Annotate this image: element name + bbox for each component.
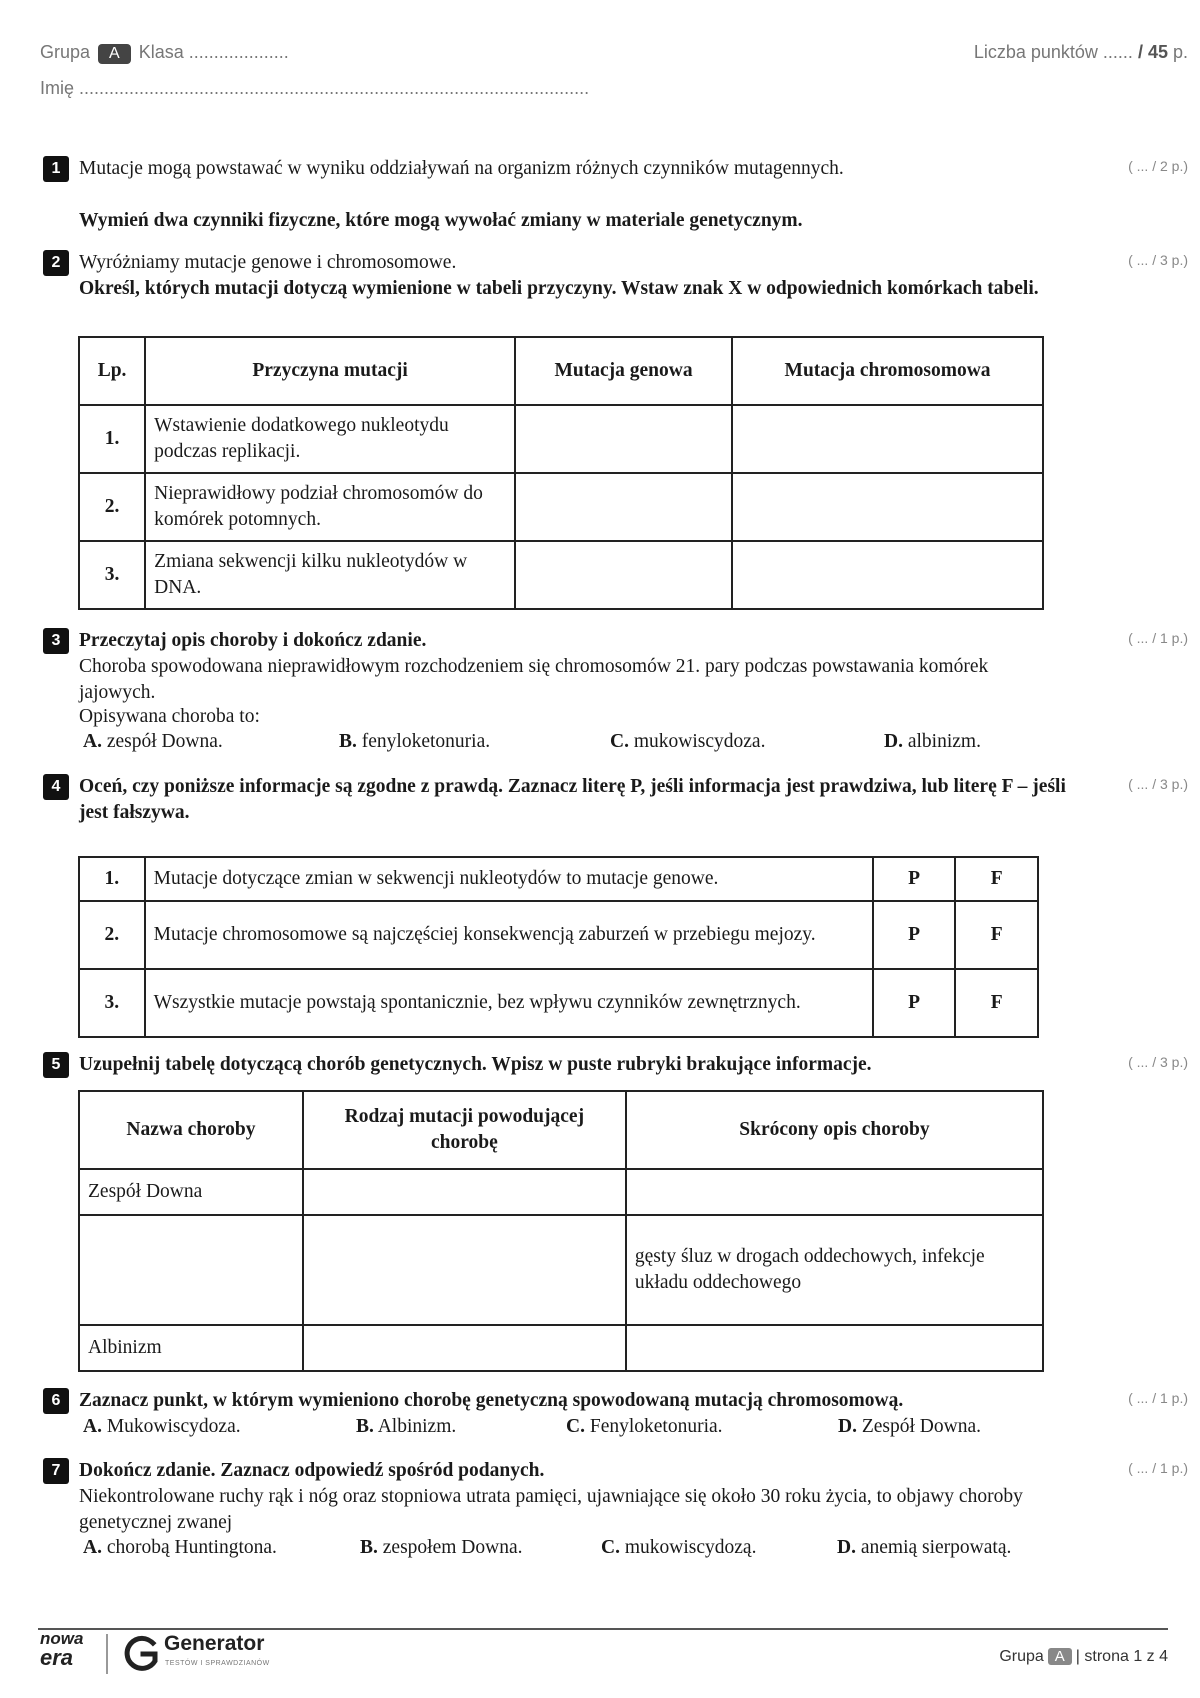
q2-task xyxy=(79,276,1039,302)
generator-subtitle: TESTÓW I SPRAWDZIANÓW xyxy=(165,1660,270,1667)
q2-row2-lp: 2. xyxy=(79,473,145,541)
q2-row1-gene-cell[interactable] xyxy=(515,405,732,473)
header-name-row xyxy=(40,78,589,99)
q3-task xyxy=(79,628,1069,654)
q5-table xyxy=(78,1090,1044,1372)
q4-row1-f[interactable]: F xyxy=(955,857,1038,901)
logo-nowa: nowa xyxy=(40,1629,84,1648)
q5-row1-name: Zespół Downa xyxy=(79,1169,303,1215)
q6-task xyxy=(79,1388,1069,1414)
q7-task xyxy=(79,1458,1069,1484)
q5-task xyxy=(79,1052,1069,1078)
option-letter: A. xyxy=(83,731,102,752)
q4-row3-f[interactable]: F xyxy=(955,969,1038,1037)
q2-intro: Wyróżniamy mutacje genowe i chromosomowe. xyxy=(79,252,457,273)
q4-row2-text: Mutacje chromosomowe są najczęściej konsekwencją zaburzeń w przebiegu mejozy. xyxy=(145,901,873,969)
option-letter: B. xyxy=(360,1537,378,1558)
generator-g-icon xyxy=(122,1634,160,1674)
option-letter: B. xyxy=(339,731,357,752)
option-letter: B. xyxy=(356,1416,374,1437)
table-row xyxy=(79,901,1038,969)
q2-row1-chromosome-cell[interactable] xyxy=(732,405,1043,473)
generator-logo xyxy=(122,1634,160,1679)
q4-row1-p[interactable]: P xyxy=(873,857,956,901)
q4-row2-p[interactable]: P xyxy=(873,901,956,969)
q3-prompt: Opisywana choroba to: xyxy=(79,706,260,727)
question-number-5: 5 xyxy=(43,1052,69,1078)
q4-task-text: Oceń, czy poniższe informacje są zgodne z prawdą. Zaznacz literę P, jeśli informacja jest prawdziwa, lub literę F – jeśli jest fałszywa. xyxy=(79,776,1066,823)
option-text: fenyloketonuria. xyxy=(361,731,491,752)
q3-option-b[interactable] xyxy=(339,729,490,755)
q5-row2-name-cell[interactable] xyxy=(79,1215,303,1325)
q5-row3-type-cell[interactable] xyxy=(303,1325,626,1371)
table-row xyxy=(79,541,1043,609)
points-total: / 45 xyxy=(1137,42,1168,62)
option-letter: A. xyxy=(83,1537,102,1558)
generator-title: Generator xyxy=(164,1632,265,1655)
q4-row2-f[interactable]: F xyxy=(955,901,1038,969)
question-points-5: ( ... / 3 p.) xyxy=(1128,1054,1188,1070)
q3-option-d[interactable] xyxy=(884,729,981,755)
q7-option-c[interactable] xyxy=(601,1535,756,1561)
option-letter: D. xyxy=(837,1537,856,1558)
option-letter: C. xyxy=(601,1537,620,1558)
footer-group-badge: A xyxy=(1048,1648,1072,1665)
table-row xyxy=(79,857,1038,901)
q4-row3-lp: 3. xyxy=(79,969,145,1037)
question-number-6: 6 xyxy=(43,1388,69,1414)
q2-header-chromosome: Mutacja chromosomowa xyxy=(732,337,1043,405)
name-field[interactable]: ...................................................................................................... xyxy=(79,78,590,98)
q2-row1-cause: Wstawienie dodatkowego nukleotydu podczas replikacji. xyxy=(145,405,515,473)
q3-text: Choroba spowodowana nieprawidłowym rozchodzeniem się chromosomów 21. pary podczas powstawania komórek jajowych. xyxy=(79,656,989,703)
q5-task-text: Uzupełnij tabelę dotyczącą chorób genetycznych. Wpisz w puste rubryki brakujące informacje. xyxy=(79,1054,872,1075)
logo-era: era xyxy=(40,1645,74,1670)
option-text: albinizm. xyxy=(907,731,981,752)
table-row xyxy=(79,1215,1043,1325)
q2-row2-gene-cell[interactable] xyxy=(515,473,732,541)
question-number-3: 3 xyxy=(43,628,69,654)
q2-row3-gene-cell[interactable] xyxy=(515,541,732,609)
q6-option-a[interactable] xyxy=(83,1414,241,1440)
logo-separator xyxy=(106,1634,108,1674)
q2-row3-lp: 3. xyxy=(79,541,145,609)
q3-option-a[interactable] xyxy=(83,729,223,755)
option-text: Mukowiscydoza. xyxy=(106,1416,241,1437)
question-number-4: 4 xyxy=(43,774,69,800)
question-points-2: ( ... / 3 p.) xyxy=(1128,252,1188,268)
option-text: mukowiscydozą. xyxy=(624,1537,757,1558)
q5-row1-desc-cell[interactable] xyxy=(626,1169,1043,1215)
points-summary xyxy=(974,42,1188,63)
option-letter: A. xyxy=(83,1416,102,1437)
q5-row3-name: Albinizm xyxy=(79,1325,303,1371)
header-group-row xyxy=(40,42,289,64)
q7-text: Niekontrolowane ruchy rąk i nóg oraz stopniowa utrata pamięci, ujawniające się około 30 roku życia, to objawy choroby genetycznej zwanej xyxy=(79,1486,1023,1533)
points-unit: p. xyxy=(1172,42,1188,62)
option-text: zespołem Downa. xyxy=(382,1537,523,1558)
question-number-1: 1 xyxy=(43,156,69,182)
q2-row1-lp: 1. xyxy=(79,405,145,473)
q4-row2-lp: 2. xyxy=(79,901,145,969)
q7-option-b[interactable] xyxy=(360,1535,522,1561)
option-text: Albinizm. xyxy=(377,1416,457,1437)
q2-row2-cause: Nieprawidłowy podział chromosomów do komórek potomnych. xyxy=(145,473,515,541)
option-letter: C. xyxy=(566,1416,585,1437)
option-text: Zespół Downa. xyxy=(861,1416,981,1437)
q7-options xyxy=(83,1535,1043,1561)
option-text: zespół Downa. xyxy=(106,731,223,752)
option-text: chorobą Huntingtona. xyxy=(106,1537,277,1558)
q1-task-text: Wymień dwa czynniki fizyczne, które mogą wywołać zmiany w materiale genetycznym. xyxy=(79,210,803,231)
q6-option-b[interactable] xyxy=(356,1414,456,1440)
q2-row3-cause: Zmiana sekwencji kilku nukleotydów w DNA. xyxy=(145,541,515,609)
table-row xyxy=(79,473,1043,541)
table-row xyxy=(79,405,1043,473)
q2-table xyxy=(78,336,1044,610)
q1-intro: Mutacje mogą powstawać w wyniku oddziaływań na organizm różnych czynników mutagennych. xyxy=(79,158,844,179)
question-number-7: 7 xyxy=(43,1458,69,1484)
q5-header-name: Nazwa choroby xyxy=(79,1091,303,1169)
q6-task-text: Zaznacz punkt, w którym wymieniono chorobę genetyczną spowodowaną mutacją chromosomową. xyxy=(79,1390,904,1411)
group-badge: A xyxy=(98,44,131,64)
q3-task-text: Przeczytaj opis choroby i dokończ zdanie. xyxy=(79,630,427,651)
option-text: Fenyloketonuria. xyxy=(589,1416,723,1437)
option-letter: D. xyxy=(838,1416,857,1437)
footer-page-number: | strona 1 z 4 xyxy=(1075,1648,1168,1665)
option-letter: D. xyxy=(884,731,903,752)
footer-page-info xyxy=(999,1648,1168,1666)
q4-row1-lp: 1. xyxy=(79,857,145,901)
question-number-2: 2 xyxy=(43,250,69,276)
table-row xyxy=(79,969,1038,1037)
option-text: mukowiscydoza. xyxy=(633,731,766,752)
points-label: Liczba punktów ...... xyxy=(973,42,1133,62)
table-row xyxy=(79,1325,1043,1371)
question-points-7: ( ... / 1 p.) xyxy=(1128,1460,1188,1476)
q2-row2-chromosome-cell[interactable] xyxy=(732,473,1043,541)
option-text: anemią sierpowatą. xyxy=(860,1537,1012,1558)
q5-row3-desc-cell[interactable] xyxy=(626,1325,1043,1371)
q4-row3-text: Wszystkie mutacje powstają spontanicznie, bez wpływu czynników zewnętrznych. xyxy=(145,969,873,1037)
q4-task xyxy=(79,774,1069,826)
q2-task-text: Określ, których mutacji dotyczą wymienione w tabeli przyczyny. Wstaw znak X w odpowiednich komórkach tabeli. xyxy=(79,278,1039,299)
q6-option-c[interactable] xyxy=(566,1414,723,1440)
q5-row1-type-cell[interactable] xyxy=(303,1169,626,1215)
nowa-era-logo xyxy=(40,1630,96,1668)
name-label: Imię xyxy=(40,78,75,98)
q7-task-text: Dokończ zdanie. Zaznacz odpowiedź spośród podanych. xyxy=(79,1460,545,1481)
q6-options xyxy=(83,1414,1033,1440)
q5-row2-desc: gęsty śluz w drogach oddechowych, infekcje układu oddechowego xyxy=(626,1215,1043,1325)
q2-header-lp: Lp. xyxy=(79,337,145,405)
footer-group-label: Grupa xyxy=(999,1648,1044,1665)
q7-option-d[interactable] xyxy=(837,1535,1011,1561)
q3-option-c[interactable] xyxy=(610,729,765,755)
q2-header-gene: Mutacja genowa xyxy=(515,337,732,405)
question-points-3: ( ... / 1 p.) xyxy=(1128,630,1188,646)
q2-row3-chromosome-cell[interactable] xyxy=(732,541,1043,609)
group-label: Grupa xyxy=(40,42,91,62)
q6-option-d[interactable] xyxy=(838,1414,981,1440)
q2-header-cause: Przyczyna mutacji xyxy=(145,337,515,405)
q4-table xyxy=(78,856,1039,1038)
q4-row3-p[interactable]: P xyxy=(873,969,956,1037)
class-field[interactable]: .................... xyxy=(188,42,289,62)
q3-options xyxy=(83,729,1033,755)
q5-header-desc: Skrócony opis choroby xyxy=(626,1091,1043,1169)
question-points-6: ( ... / 1 p.) xyxy=(1128,1390,1188,1406)
question-points-1: ( ... / 2 p.) xyxy=(1128,158,1188,174)
q4-row1-text: Mutacje dotyczące zmian w sekwencji nukleotydów to mutacje genowe. xyxy=(145,857,873,901)
q5-row2-type-cell[interactable] xyxy=(303,1215,626,1325)
class-label: Klasa xyxy=(138,42,184,62)
q5-header-type: Rodzaj mutacji powodującej chorobę xyxy=(303,1091,626,1169)
table-row xyxy=(79,1169,1043,1215)
q7-option-a[interactable] xyxy=(83,1535,277,1561)
footer-divider xyxy=(38,1628,1168,1630)
question-points-4: ( ... / 3 p.) xyxy=(1128,776,1188,792)
q1-task xyxy=(79,208,1069,234)
option-letter: C. xyxy=(610,731,629,752)
